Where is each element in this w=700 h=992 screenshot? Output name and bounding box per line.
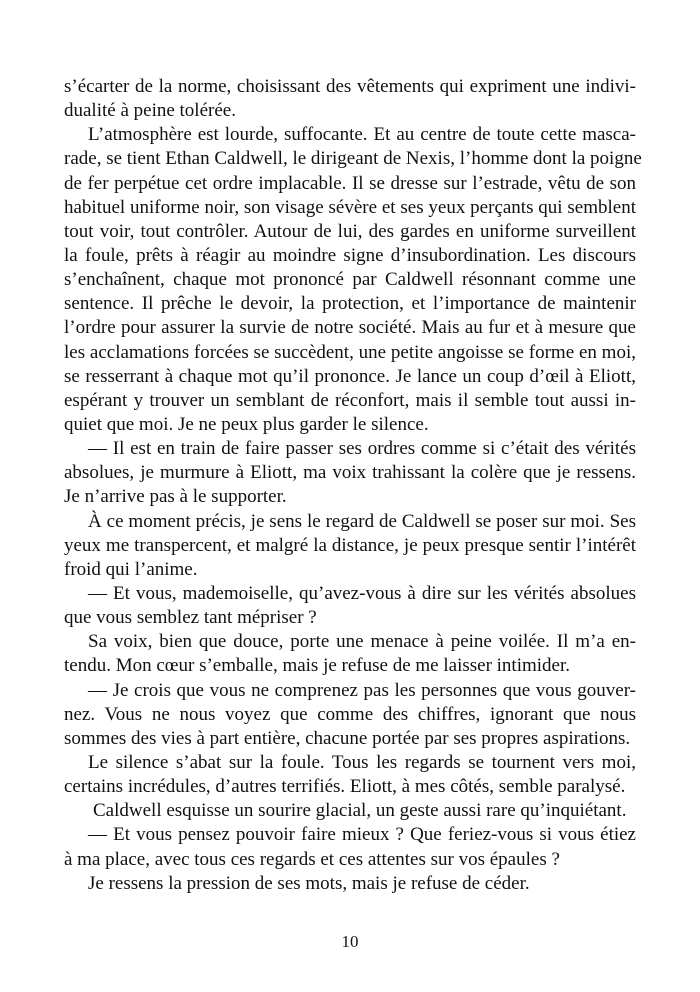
text-line: que vous semblez tant mépriser ?: [64, 607, 317, 629]
paragraph: [64, 872, 636, 896]
text-line: l’ordre pour assurer la survie de notre société. Mais au fur et à mesure que: [64, 317, 636, 339]
text-line: L’atmosphère est lourde, suffocante. Et au centre de toute cette masca-: [88, 124, 636, 146]
body-text: [64, 75, 642, 896]
text-line: — Et vous, mademoiselle, qu’avez-vous à dire sur les vérités absolues: [88, 582, 636, 604]
text-line: espérant y trouver un semblant de réconfort, mais il semble tout aussi in-: [64, 389, 636, 411]
text-line: se resserrant à chaque mot qu’il prononce. Je lance un coup d’œil à Eliott,: [64, 365, 636, 387]
paragraph: [64, 123, 642, 437]
text-line: de fer perpétue cet ordre implacable. Il se dresse sur l’estrade, vêtu de son: [64, 172, 636, 194]
text-line: À ce moment précis, je sens le regard de Caldwell se poser sur moi. Ses: [88, 510, 636, 532]
text-line: absolues, je murmure à Eliott, ma voix trahissant la colère que je ressens.: [64, 462, 636, 484]
paragraph: [64, 630, 636, 678]
text-line: Je n’arrive pas à le supporter.: [64, 486, 287, 508]
page-number: 10: [341, 932, 359, 951]
text-line: — Il est en train de faire passer ses ordres comme si c’était des vérités: [88, 438, 636, 460]
text-line: les acclamations forcées se succèdent, une petite angoisse se forme en moi,: [64, 341, 636, 363]
text-line: Je ressens la pression de ses mots, mais je refuse de céder.: [88, 872, 530, 894]
text-line: habituel uniforme noir, son visage sévère et ses yeux perçants qui semblent: [64, 196, 636, 218]
text-line: s’écarter de la norme, choisissant des vêtements qui expriment une indivi-: [64, 76, 636, 97]
paragraph: [64, 823, 636, 871]
paragraph: [64, 75, 636, 123]
text-line: à ma place, avec tous ces regards et ces attentes sur vos épaules ?: [64, 848, 560, 870]
text-line: tout voir, tout contrôler. Autour de lui, des gardes en uniforme surveillent: [64, 220, 636, 242]
paragraph: [64, 679, 636, 751]
text-line: tendu. Mon cœur s’emballe, mais je refuse de me laisser intimider.: [64, 655, 570, 677]
text-line: Le silence s’abat sur la foule. Tous les regards se tournent vers moi,: [88, 751, 636, 773]
text-line: nez. Vous ne nous voyez que comme des chiffres, ignorant que nous: [64, 703, 636, 725]
text-line: la foule, prêts à réagir au moindre signe d’insubordination. Les discours: [64, 244, 636, 266]
text-line: Caldwell esquisse un sourire glacial, un geste aussi rare qu’inquiétant.: [93, 800, 627, 822]
text-line: — Et vous pensez pouvoir faire mieux ? Que feriez-vous si vous étiez: [88, 824, 636, 846]
text-line: Sa voix, bien que douce, porte une menace à peine voilée. Il m’a en-: [88, 631, 636, 653]
text-line: s’enchaînent, chaque mot prononcé par Caldwell résonnant comme une: [64, 269, 636, 291]
text-line: froid qui l’anime.: [64, 558, 198, 580]
text-line: dualité à peine tolérée.: [64, 100, 236, 122]
text-line: sentence. Il prêche le devoir, la protection, et l’importance de maintenir: [64, 293, 636, 315]
paragraph: [64, 751, 636, 799]
paragraph: [64, 799, 636, 823]
text-line: — Je crois que vous ne comprenez pas les personnes que vous gouver-: [88, 679, 636, 701]
text-line: certains incrédules, d’autres terrifiés. Eliott, à mes côtés, semble paralysé.: [64, 776, 626, 798]
text-line: yeux me transpercent, et malgré la distance, je peux presque sentir l’intérêt: [64, 534, 636, 556]
paragraph: [64, 510, 636, 582]
paragraph: [64, 582, 636, 630]
paragraph: [64, 437, 636, 509]
text-line: sommes des vies à part entière, chacune portée par ses propres aspirations.: [64, 727, 631, 749]
text-line: quiet que moi. Je ne peux plus garder le silence.: [64, 413, 429, 435]
text-line: rade, se tient Ethan Caldwell, le dirigeant de Nexis, l’homme dont la poigne: [64, 148, 642, 170]
